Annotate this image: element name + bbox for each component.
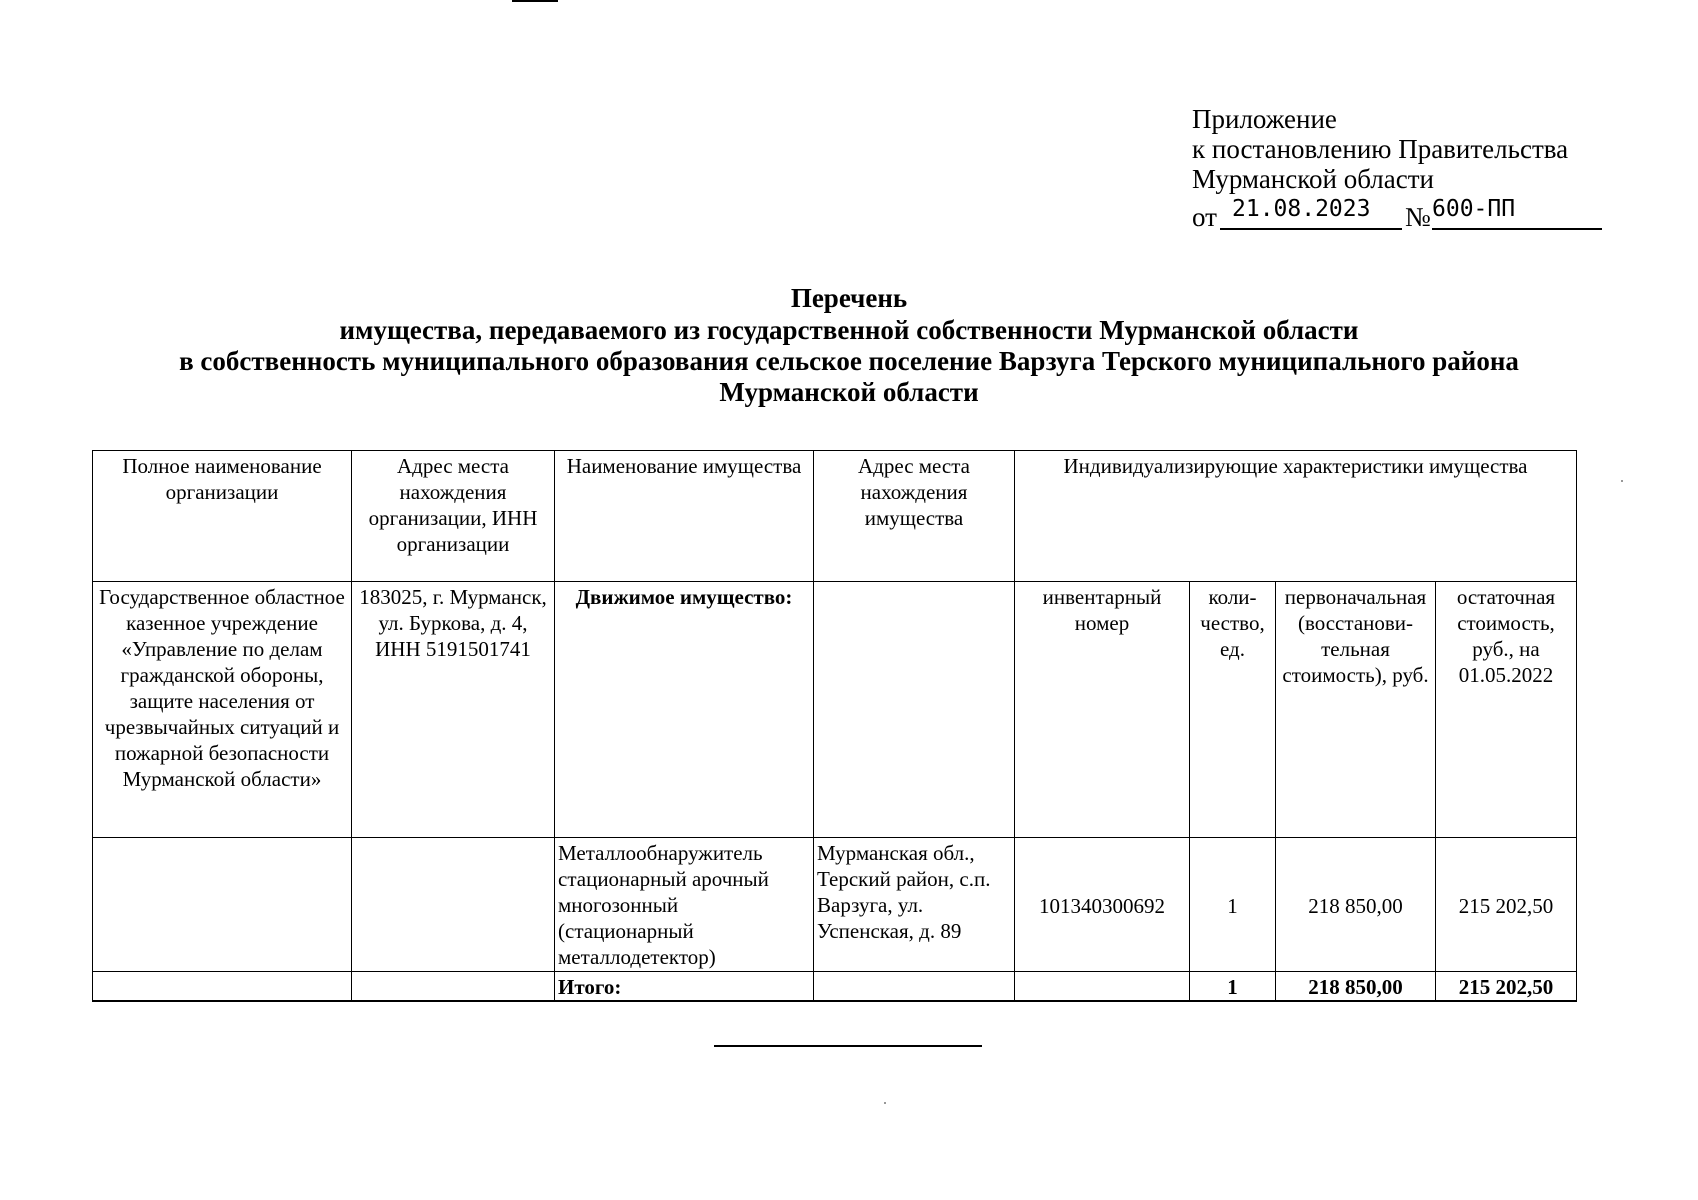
- item-inventory: 101340300692: [1015, 838, 1190, 972]
- header-row: [93, 451, 1577, 582]
- item-initial-cost: 218 850,00: [1276, 838, 1436, 972]
- empty-cell: [1015, 972, 1190, 1002]
- property-table: [92, 450, 1577, 1002]
- scan-speck: [1621, 480, 1623, 482]
- number-underline: [1432, 228, 1602, 230]
- scan-speck: [884, 1102, 886, 1104]
- title-line-2: имущества, передаваемого из государственной собственности Мурманской области: [339, 315, 1359, 345]
- date-underline: [1220, 228, 1402, 230]
- total-row: [93, 972, 1577, 1002]
- organization-row: [93, 582, 1577, 838]
- item-quantity: 1: [1190, 838, 1276, 972]
- total-initial-cost: 218 850,00: [1276, 972, 1436, 1002]
- empty-cell: [814, 582, 1015, 838]
- item-residual-cost: 215 202,50: [1436, 838, 1577, 972]
- subheader-residual-cost: остаточная стоимость, руб., на 01.05.2022: [1436, 582, 1577, 838]
- title-line-1: Перечень: [790, 283, 908, 313]
- document-title: [0, 283, 1698, 408]
- total-residual-cost: 215 202,50: [1436, 972, 1577, 1002]
- organization-address: 183025, г. Мурманск, ул. Буркова, д. 4, ИНН 5191501741: [352, 582, 555, 838]
- resolution-date: 21.08.2023: [1232, 196, 1371, 222]
- appendix-resolution: к постановлению Правительства: [1192, 134, 1569, 164]
- item-row: [93, 838, 1577, 972]
- item-address: Мурманская обл., Терский район, с.п. Варзуга, ул. Успенская, д. 89: [814, 838, 1015, 972]
- resolution-number: 600-ПП: [1432, 196, 1516, 222]
- subheader-inventory: инвентарный номер: [1015, 582, 1190, 838]
- empty-cell: [814, 972, 1015, 1002]
- empty-cell: [93, 838, 352, 972]
- header-org-name: Полное наименование организации: [93, 451, 352, 582]
- date-prefix: от: [1192, 202, 1217, 232]
- empty-cell: [93, 972, 352, 1002]
- appendix-title: Приложение: [1192, 104, 1337, 134]
- subheader-initial-cost: первоначальная (восстанови-тельная стоимость), руб.: [1276, 582, 1436, 838]
- item-name: Металлообнаружитель стационарный арочный многозонный (стационарный металлодетектор): [555, 838, 814, 972]
- total-quantity: 1: [1190, 972, 1276, 1002]
- title-line-3: в собственность муниципального образования сельское поселение Варзуга Терского муниципального района: [179, 346, 1519, 376]
- section-label: Движимое имущество:: [555, 582, 814, 838]
- subheader-quantity: коли-чество, ед.: [1190, 582, 1276, 838]
- top-edge-mark: [512, 0, 558, 2]
- appendix-region: Мурманской области: [1192, 164, 1434, 194]
- empty-cell: [352, 972, 555, 1002]
- title-line-4: Мурманской области: [719, 377, 979, 407]
- header-org-address: Адрес места нахождения организации, ИНН организации: [352, 451, 555, 582]
- appendix-date-line: [1192, 194, 1568, 232]
- number-prefix: №: [1405, 202, 1431, 232]
- organization-name: Государственное областное казенное учреждение «Управление по делам гражданской обороны, защите населения от чрезвычайных ситуаций и пожарной безопасности Мурманской области»: [93, 582, 352, 838]
- total-label: Итого:: [555, 972, 814, 1002]
- header-property-name: Наименование имущества: [555, 451, 814, 582]
- header-characteristics: Индивидуализирующие характеристики имущества: [1015, 451, 1577, 582]
- empty-cell: [352, 838, 555, 972]
- appendix-block: [1192, 104, 1568, 232]
- header-property-address: Адрес места нахождения имущества: [814, 451, 1015, 582]
- closing-rule: [714, 1045, 982, 1047]
